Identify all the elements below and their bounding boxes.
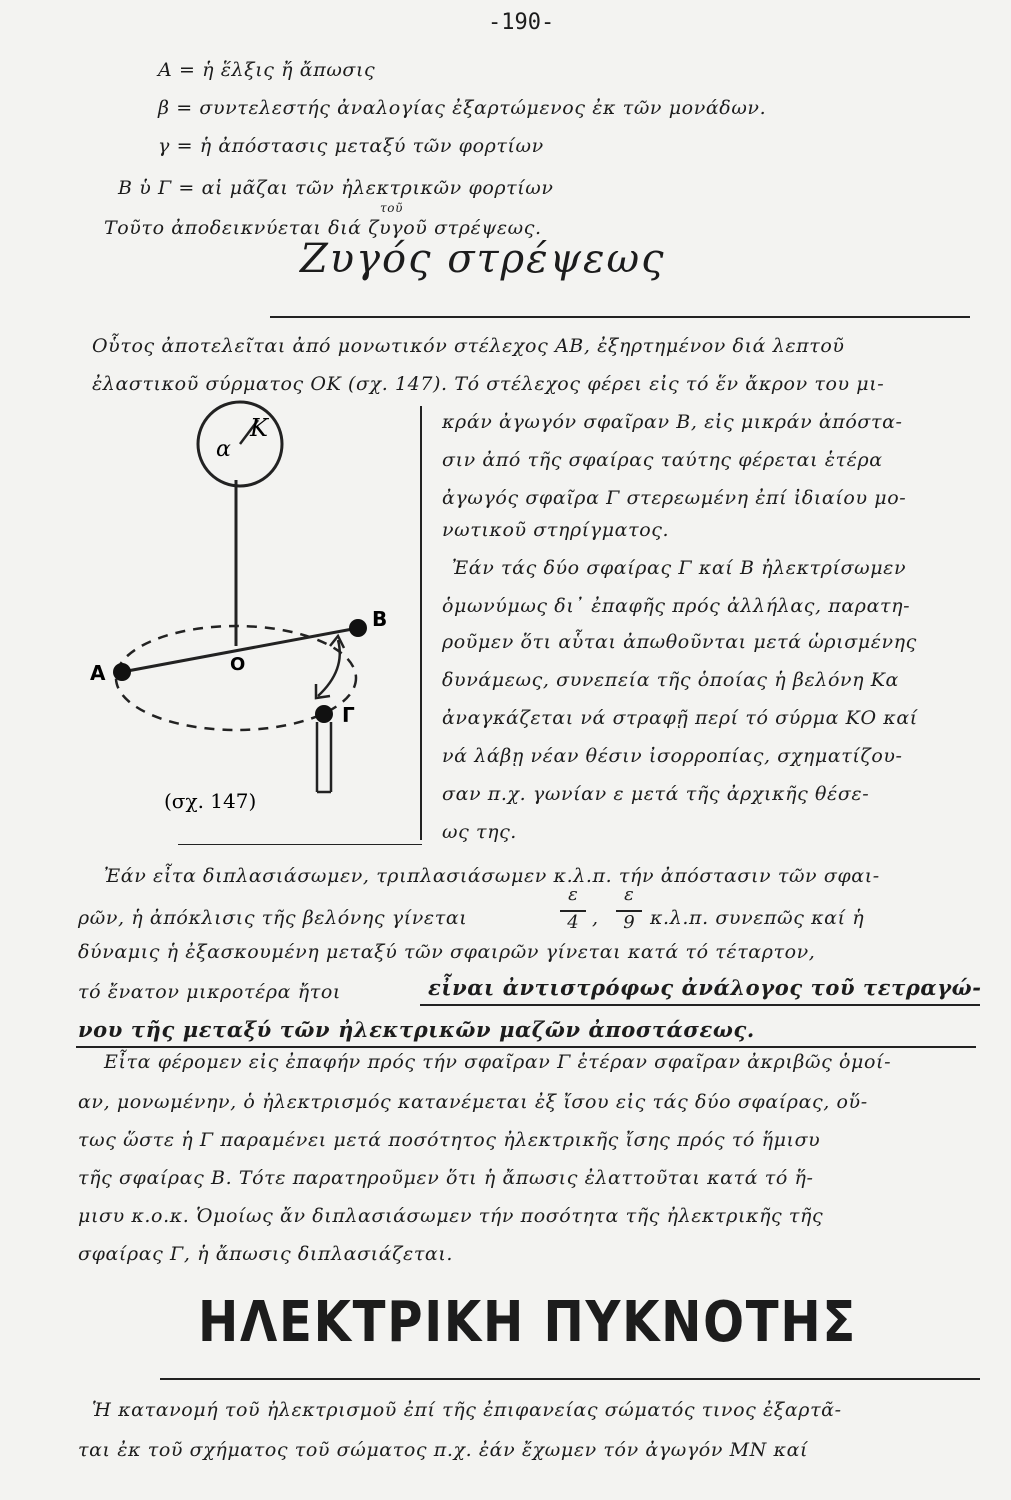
column-line: σαν π.χ. γωνίαν ε μετά τῆς ἀρχικῆς θέσε-	[442, 783, 870, 805]
column-line: νά λάβῃ νέαν θέσιν ἰσορροπίας, σχηματίζου-	[442, 745, 903, 767]
definition-line: A = ἡ ἕλξις ἤ ἄπωσις	[158, 59, 376, 81]
section-title-electric-density: ΗΛΕΚΤΡΙΚΗ ΠΥΚΝΟΤΗΣ	[198, 1290, 858, 1355]
paragraph-line: τό ἔνατον μικροτέρα ἤτοι	[78, 981, 341, 1003]
fraction-denominator: 9	[623, 912, 635, 933]
column-line: ροῦμεν ὅτι αὗται ἀπωθοῦνται μετά ὡρισμένης	[442, 631, 917, 653]
paragraph-line: Οὗτος ἀποτελεῖται ἀπό μονωτικόν στέλεχος ΑΒ, ἐξηρτημένον διά λεπτοῦ	[92, 335, 845, 357]
law-underline	[420, 1004, 980, 1006]
paragraph-line: Εἶτα φέρομεν εἰς ἐπαφήν πρός τήν σφαῖραν Γ ἑτέραν σφαῖραν ἀκριβῶς ὁμοί-	[104, 1051, 892, 1073]
comma: ,	[592, 907, 599, 929]
sphere-G	[315, 705, 333, 723]
paragraph-line: τως ὥστε ἡ Γ παραμένει μετά ποσότητος ἠλεκτρικῆς ἴσης πρός τό ἥμισυ	[78, 1129, 821, 1151]
fraction-denominator: 4	[567, 912, 579, 933]
column-line: ἀναγκάζεται νά στραφῇ περί τό σύρμα ΚΟ καί	[442, 707, 918, 729]
paragraph-line: τῆς σφαίρας Β. Τότε παρατηροῦμεν ὅτι ἡ ἄπωσις ἐλαττοῦται κατά τό ἥ-	[78, 1167, 814, 1189]
figure-rule	[178, 844, 422, 845]
label-O: O	[230, 654, 246, 675]
paragraph-line: αν, μονωμένην, ὁ ἠλεκτρισμός κατανέμεται ἐξ ἴσου εἰς τάς δύο σφαίρας, οὕ-	[78, 1091, 868, 1113]
column-line: ἀγωγός σφαῖρα Γ στερεωμένη ἐπί ἰδιαίου μο-	[442, 487, 907, 509]
law-underline	[76, 1046, 976, 1048]
column-line: νωτικοῦ στηρίγματος.	[442, 519, 670, 541]
fraction-numerator: ε	[568, 884, 578, 905]
column-line: κράν ἀγωγόν σφαῖραν Β, εἰς μικράν ἀπόστα-	[442, 411, 903, 433]
sphere-B	[349, 619, 367, 637]
label-K: K	[250, 414, 268, 442]
definition-line: Τοῦτο ἀποδεικνύεται διά ζυγοῦ στρέψεως.	[104, 217, 542, 239]
sphere-A	[113, 663, 131, 681]
column-line: Ἐάν τάς δύο σφαίρας Γ καί Β ἠλεκτρίσωμεν	[452, 557, 907, 579]
section-title-torsion-balance: Ζυγός στρέψεως	[300, 236, 666, 282]
fraction-numerator: ε	[624, 884, 634, 905]
title-underline	[270, 316, 970, 318]
column-line: ὁμωνύμως δι᾽ ἐπαφῆς πρός ἀλλήλας, παρατη-	[442, 595, 911, 617]
figure-divider	[420, 406, 422, 840]
paragraph-line: ται ἐκ τοῦ σχήματος τοῦ σώματος π.χ. ἐάν ἔχωμεν τόν ἀγωγόν ΜΝ καί	[78, 1439, 809, 1461]
torsion-balance-figure	[80, 400, 420, 840]
paragraph-line: μισυ κ.ο.κ. Ὁμοίως ἄν διπλασιάσωμεν τήν ποσότητα τῆς ἠλεκτρικῆς τῆς	[78, 1205, 824, 1227]
paragraph-line: κ.λ.π. συνεπῶς καί ἡ	[650, 907, 865, 929]
paragraph-line: δύναμις ἡ ἐξασκουμένη μεταξύ τῶν σφαιρῶν γίνεται κατά τό τέταρτον,	[78, 941, 816, 963]
figure-caption: (σχ. 147)	[164, 789, 257, 813]
definition-line: Β ὑ Γ = αἱ μᾶζαι τῶν ἠλεκτρικῶν φορτίων	[118, 177, 554, 199]
superscript-note: τοῦ	[380, 201, 403, 215]
label-G: Γ	[342, 703, 355, 727]
paragraph-line: Ἐάν εἶτα διπλασιάσωμεν, τριπλασιάσωμεν κ.λ.π. τήν ἀπόστασιν τῶν σφαι-	[104, 865, 880, 887]
paragraph-line: ρῶν, ἡ ἀπόκλισις τῆς βελόνης γίνεται	[78, 907, 468, 929]
paragraph-line: ἐλαστικοῦ σύρματος ΟΚ (σχ. 147). Τό στέλεχος φέρει εἰς τό ἕν ἄκρον του μι-	[92, 373, 885, 395]
column-line: ως της.	[442, 821, 517, 843]
emphasized-law: νου τῆς μεταξύ τῶν ἠλεκτρικῶν μαζῶν ἀποστάσεως.	[78, 1017, 755, 1042]
title-underline	[160, 1378, 980, 1380]
paragraph-line: σφαίρας Γ, ἡ ἄπωσις διπλασιάζεται.	[78, 1243, 454, 1265]
arrowhead-top	[330, 636, 344, 648]
label-B: B	[372, 607, 388, 631]
emphasized-law: εἶναι ἀντιστρόφως ἀνάλογος τοῦ τετραγώ-	[428, 975, 982, 1000]
definition-line: β = συντελεστής ἀναλογίας ἐξαρτώμενος ἐκ τῶν μονάδων.	[158, 97, 767, 119]
paragraph-line: Ἡ κατανομή τοῦ ἠλεκτρισμοῦ ἐπί τῆς ἐπιφανείας σώματός τινος ἐξαρτᾶ-	[92, 1399, 842, 1421]
page-number: -190-	[488, 10, 555, 35]
label-A: A	[90, 661, 106, 685]
label-alpha: α	[216, 437, 231, 462]
column-line: δυνάμεως, συνεπεία τῆς ὁποίας ἡ βελόνη Κα	[442, 669, 899, 691]
definition-line: γ = ἡ ἀπόστασις μεταξύ τῶν φορτίων	[158, 135, 544, 157]
column-line: σιν ἀπό τῆς σφαίρας ταύτης φέρεται ἑτέρα	[442, 449, 883, 471]
